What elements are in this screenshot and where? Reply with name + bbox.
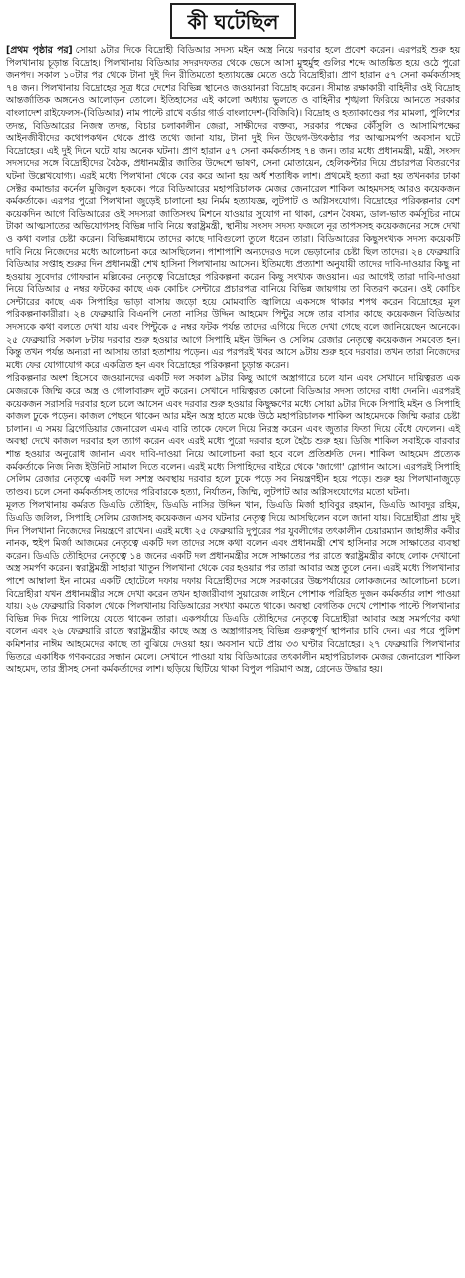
continued-from-front-page-tag: [প্রথম পৃষ্ঠার পর] — [6, 45, 73, 56]
headline-area — [6, 2, 460, 40]
paragraph-1 — [6, 45, 460, 372]
paragraph-3: মূলত পিলখানায় কর্মরত ডিএডি তৌহিদ, ডিএডি নাসির উদ্দিন খান, ডিএডি মির্জা হাবিবুর রহমান, ডিএডি আবদুর রহিম, ডিএডি জলিল, সিপাহি সেলিম রেজাসহ কয়েকজন এসব ঘটনার নেতৃত্ব দিয়ে আসছিলেন বলে জানা যায়। বিদ্রোহীরা প্রায় দুই দিন পিলখানা নিজেদের নিয়ন্ত্রণে রাখেন। এরই মধ্যে ২৫ ফেব্রুয়ারি দুপুরের পর যুবলীগের তৎকালীন চেয়ারম্যান জাহাঙ্গীর কবীর নানক, হুইপ মির্জা আজমের নেতৃত্বে একটি দল তাদের সঙ্গে কথা বলেন এবং প্রধানমন্ত্রী শেখ হাসিনার সঙ্গে সাক্ষাতের ব্যবস্থা করেন। ডিএডি তৌহিদের নেতৃত্বে ১৪ জনের একটি দল প্রধানমন্ত্রীর সঙ্গে সাক্ষাতের পর রাতে স্বরাষ্ট্রমন্ত্রীর কাছে লোক দেখানো অস্ত্র সমর্পণ করেন। স্বরাষ্ট্রমন্ত্রী সাহারা খাতুন পিলখানা থেকে বের হওয়ার পর তারা আবার অস্ত্র তুলে নেন। এরই মধ্যে পিলখানার পাশে আম্বালা ইন নামের একটি হোটেলে দফায় দফায় বিদ্রোহীদের সঙ্গে সরকারের উচ্চপর্যায়ের লোকজনের আলোচনা চলে। বিদ্রোহীরা যখন প্রধানমন্ত্রীর সঙ্গে দেখা করেন তখন হাজারীবাগ সুয়ারেজ লাইনে পোশাক পরিহিত দুজন কর্মকর্তার লাশ পাওয়া যায়। ২৬ ফেব্রুয়ারি বিকাল থেকে পিলখানায় বিডিআরের সংখ্যা কমতে থাকে। অবস্থা বেগতিক দেখে পোশাক পাল্টে পিলখানার বিভিন্ন দিক দিয়ে পালিয়ে যেতে থাকেন তারা। একপর্যায়ে ডিএডি তৌহিদের নেতৃত্বে বিদ্রোহীরা আবার অস্ত্র সমর্পণের কথা বলেন এবং ২৬ ফেব্রুয়ারি রাতে স্বরাষ্ট্রমন্ত্রীর কাছে অস্ত্র ও অস্ত্রাগারসহ বিভিন্ন গুরুত্বপূর্ণ স্থাপনার চাবি দেন। এর পরে পুলিশ কমিশনার নাঈম আহমেদের কাছে তা বুঝিয়ে দেওয়া হয়। অবসান ঘটে প্রায় ৩৩ ঘণ্টার বিদ্রোহের। ২৭ ফেব্রুয়ারি পিলখানার ভিতরে একাধিক গণকবরের সন্ধান মেলে। সেখানে পাওয়া যায় বিডিআরের তৎকালীন মহাপরিচালক মেজর জেনারেল শাকিল আহমেদ, তার স্ত্রীসহ সেনা কর্মকর্তাদের লাশ। ছড়িয়ে ছিটিয়ে থাকা বিপুল পরিমাণ অস্ত্র, গ্রেনেড উদ্ধার হয়। — [6, 500, 460, 676]
paragraph-2: পরিকল্পনার অংশ হিসেবে জওয়ানদের একটি দল সকাল ৯টার কিছু আগে অস্ত্রাগারে চলে যান এবং সেখানে দায়িত্বরত এক মেজরকে জিম্মি করে অস্ত্র ও গোলাবারুদ লুট করেন। সেখানে দায়িত্বরত কোনো বিডিআর সদস্য তাদের বাধা দেননি। এরপরই কয়েকজন সরাসরি দরবার হলে চলে আসেন এবং দরবার শুরু হওয়ার কিছুক্ষণের মধ্যে সোয়া ৯টার দিকে সিপাহি মইন ও সিপাহি কাজল ঢুকে পড়েন। কাজল পেছনে থাকেন আর মইন অস্ত্র হাতে মঞ্চে উঠে মহাপরিচালক শাকিল আহমেদকে জিম্মি করার চেষ্টা চালান। এ সময় ব্রিগেডিয়ার জেনারেল এমএ বারি তাকে ফেলে দিয়ে নিরস্ত্র করেন এবং জুতার ফিতা দিয়ে বেঁধে ফেলেন। এই অবস্থা দেখে কাজল দরবার হল ত্যাগ করেন এবং এরই মধ্যে পুরো দরবার হলে হৈচৈ শুরু হয়। ডিজি শাকিল সবাইকে বারবার শান্ত হওয়ার অনুরোধ জানান এবং দাবি-দাওয়া নিয়ে আলোচনা করা হবে বলে প্রতিশ্রুতি দেন। শাকিল আহমেদ প্রত্যেক কর্মকর্তাকে নিজ নিজ ইউনিট সামাল দিতে বলেন। এরই মধ্যে সিপাহিদের বাইরে থেকে 'জাগো' স্লোগান আসে। এরপরই সিপাহি সেলিম রেজার নেতৃত্বে একটি দল সশস্ত্র অবস্থায় দরবার হলে ঢুকে পড়ে সব নিয়ন্ত্রণহীন হয়ে পড়ে। শুরু হয় পিলখানাজুড়ে তাণ্ডব। চলে সেনা কর্মকর্তাসহ তাদের পরিবারকে হত্যা, নির্যাতন, জিম্মি, লুটপাট আর অগ্নিসংযোগের মতো ঘটনা। — [6, 373, 460, 498]
headline-title: কী ঘটেছিল — [170, 3, 297, 39]
paragraph-1-text: সোয়া ৯টার দিকে বিদ্রোহী বিডিআর সদস্য মইন অস্ত্র নিয়ে দরবার হলে প্রবেশ করেন। এরপরই শুরু হয় পিলখানায় চূড়ান্ত বিদ্রোহ। পিলখানায় বিডিআর সদরদফতর থেকে ভেসে আসা মুহুর্মুহু গুলির শব্দে আতঙ্কিত হয়ে ওঠে পুরো জনপদ। সকাল ১০টার পর থেকে টানা দুই দিন রীতিমতো হত্যাযজ্ঞে মেতে ওঠে বিদ্রোহীরা। প্রাণ হারান ৫৭ সেনা কর্মকর্তাসহ ৭৪ জন। পিলখানায় বিদ্রোহের সূত্র ধরে দেশের বিভিন্ন স্থানেও জওয়ানরা বিদ্রোহ করেন। সীমান্ত রক্ষাকারী বাহিনীর ওই বিদ্রোহ আন্তর্জাতিক অঙ্গনেও আলোড়ন তোলে। ইতিহাসের এই কালো অধ্যায় ভুলতে ও বাহিনীর শৃঙ্খলা ফিরিয়ে আনতে সরকার বাংলাদেশ রাইফেলস-(বিডিআর) নাম পাল্টে রাখে বর্ডার গার্ড বাংলাদেশ-(বিজিবি)। বিদ্রোহ ও হত্যাকাণ্ডের পর মামলা, পুলিশের তদন্ত, বিডিআরের নিজস্ব তদন্ত, বিচার চলাকালীন জেরা, সাক্ষীদের বক্তব্য, সরকার পক্ষের কৌঁসুলি ও আসামিপক্ষের আইনজীবীদের কথোপকথন থেকে প্রাপ্ত তথ্যে জানা যায়, টানা দুই দিন উদ্বেগ-উৎকণ্ঠার পর আত্মসমর্পণ অবসান ঘটে বিদ্রোহের। এই দুই দিনে ঘটে যায় অনেক ঘটনা। প্রাণ হারান ৫৭ সেনা কর্মকর্তাসহ ৭৪ জন। তার মধ্যে প্রধানমন্ত্রী, মন্ত্রী, সংসদ সদস্যদের সঙ্গে বিদ্রোহীদের বৈঠক, প্রধানমন্ত্রীর জাতির উদ্দেশে ভাষণ, সেনা মোতায়েন, হেলিকপ্টার দিয়ে প্রচারপত্র বিতরণের ঘটনা উল্লেখযোগ্য। এরই মধ্যে পিলখানা থেকে বের করে আনা হয় অর্ধ শতাধিক লাশ। প্রথমেই হত্যা করা হয় তখনকার ঢাকা সেক্টর কমান্ডার কর্নেল মুজিবুল হককে। পরে বিডিআরের মহাপরিচালক মেজর জেনারেল শাকিল আহমদসহ আরও কয়েকজন কর্মকর্তাকে। এরপর পুরো পিলখানা জুড়েই চালানো হয় নির্মম হত্যাযজ্ঞ, লুটপাট ও অগ্নিসংযোগ। বিদ্রোহের পরিকল্পনার বেশ কয়েকদিন আগে বিডিআরের ওই সদস্যরা জাতিসংঘ মিশনে যাওয়ার সুযোগ না থাকা, রেশন বৈষম্য, ডাল-ভাত কর্মসূচির নামে টাকা আত্মসাতের অভিযোগসহ বিভিন্ন দাবি নিয়ে স্বরাষ্ট্রমন্ত্রী, স্থানীয় সংসদ সদস্য ফজলে নূর তাপসসহ কয়েকজনের সঙ্গে দেখা ও কথা বলার চেষ্টা করেন। বিভিন্নমাধ্যমে তাদের কাছে দাবিগুলো তুলে ধরেন তারা। বিডিআরের কিছুসংখ্যক সদস্য কয়েকটি দাবি নিয়ে নিজেদের মধ্যে আলোচনা করে আসছিলেন। পাশাপাশি অন্যদেরও দলে ভেড়ানোর চেষ্টা ছিল তাদের। ২৪ ফেব্রুয়ারি বিডিআর সপ্তাহ শুরুর দিন প্রধানমন্ত্রী শেখ হাসিনা পিলখানায় আসেন। ইতিমধ্যে প্রত্যাশা অনুযায়ী তাদের দাবি-দাওয়ার কিছু না হওয়ায় সুবেদার গোফরান মল্লিকের নেতৃত্বে বিদ্রোহের পরিকল্পনা করেন কিছু সংখ্যক জওয়ান। এর আগেই তারা দাবি-দাওয়া নিয়ে বিডিআর ৫ নম্বর ফটকের কাছে এক কোচিং সেন্টারে প্রচারপত্র বানিয়ে বিভিন্ন জায়গায় তা বিতরণ করেন। ওই কোচিং সেন্টারের কাছে এক সিপাহির ভাড়া বাসায় জড়ো হয়ে মোমবাতি জ্বালিয়ে একসঙ্গে থাকার শপথ করেন বিদ্রোহের মূল পরিকল্পনাকারীরা। ২৪ ফেব্রুয়ারি বিএনপি নেতা নাসির উদ্দিন আহমেদ পিন্টুর সঙ্গে তার বাসার কাছে কয়েকজন বিডিআর সদস্যকে কথা বলতে দেখা যায় এবং পিন্টুকে ৫ নম্বর ফটক পর্যন্ত তাদের এগিয়ে দিতে দেখা গেছে বলে জানিয়েছেন অনেকে। ২৫ ফেব্রুয়ারি সকাল ৮টায় দরবার শুরু হওয়ার আগে সিপাহি মইন উদ্দিন ও সেলিম রেজার নেতৃত্বে কয়েকজন সমবেত হন। কিন্তু তখন পর্যন্ত অন্যরা না আসায় তারা হতাশায় পড়েন। এর পরপরই খবর আসে ৯টায় শুরু হবে দরবার। তখন তারা নিজেদের মধ্যে ফের যোগাযোগ করে একত্রিত হন এবং বিদ্রোহের পরিকল্পনা চূড়ান্ত করেন। — [6, 45, 460, 371]
